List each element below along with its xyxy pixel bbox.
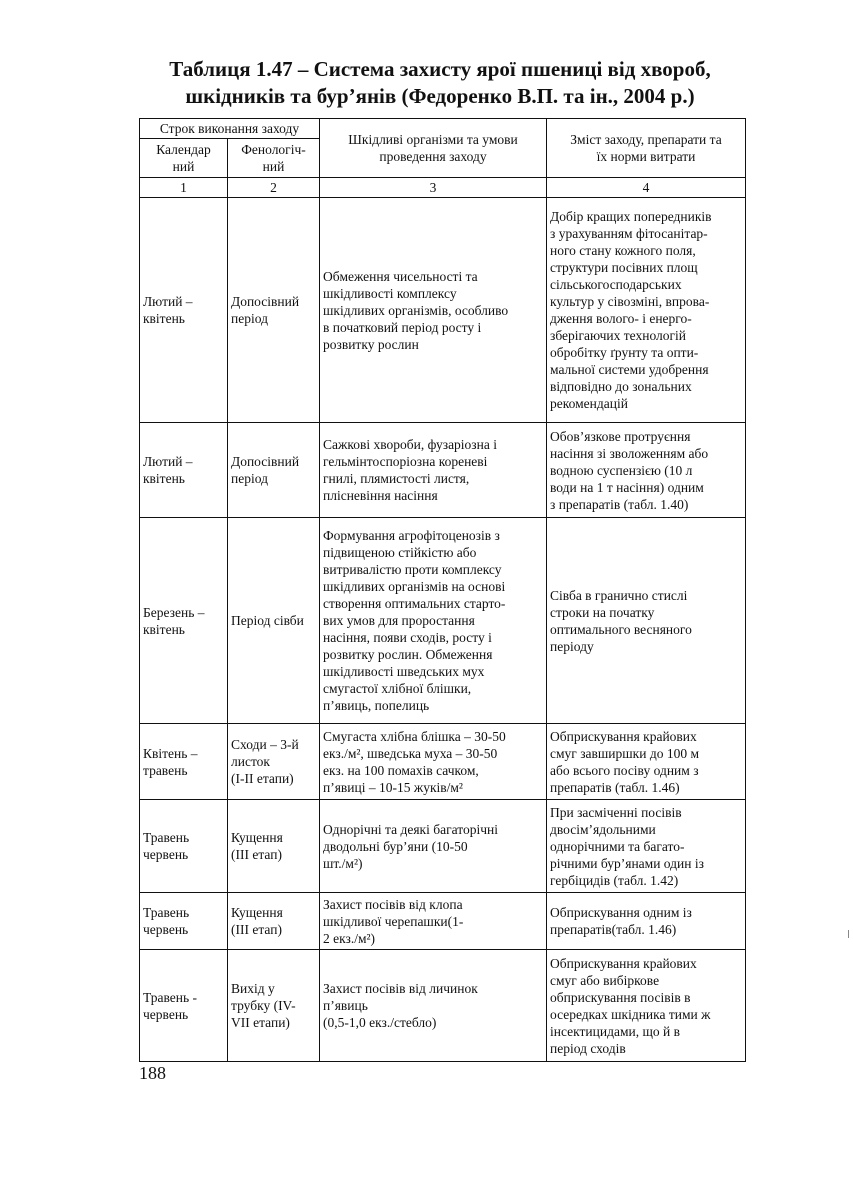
cell-organisms: Однорічні та деякі багаторічні дводольні бур’яни (10-50 шт./м²) (320, 800, 547, 893)
cell-calendar: Травень - червень (140, 950, 228, 1062)
cell-organisms: Захист посівів від клопа шкідливої черепашки(1- 2 екз./м²) (320, 893, 547, 950)
cell-measures: Обприскування крайових смуг або вибіркове обприскування посівів в осередках шкідника тими ж інсектицидами, що й в період сходів (547, 950, 746, 1062)
cell-phase: Кущення (III етап) (228, 800, 320, 893)
cell-organisms: Формування агрофітоценозів з підвищеною стійкістю або витривалістю проти комплексу шкідливих організмів на основі створення оптимальних старто- вих умов для проростання насіння, появи сходів, росту і розвитку рослин. Обмеження шкідливості шведських мух смугастої хлібної блішки, п’явиць, попелиць (320, 518, 547, 724)
scan-mark (848, 930, 849, 938)
header-row-1 (140, 119, 746, 139)
cell-phase: Допосівний період (228, 423, 320, 518)
page-number: 188 (139, 1063, 166, 1083)
cell-measures: Обприскування одним із препаратів(табл. 1.46) (547, 893, 746, 950)
header-phenological: Фенологіч- ний (228, 139, 320, 178)
cell-phase: Кущення (III етап) (228, 893, 320, 950)
table-row (140, 518, 746, 724)
cell-calendar: Березень – квітень (140, 518, 228, 724)
cell-calendar: Лютий – квітень (140, 423, 228, 518)
col-number-3: 3 (320, 178, 547, 198)
cell-measures: Обприскування крайових смуг завширшки до 100 м або всього посіву одним з препаратів (табл. 1.46) (547, 724, 746, 800)
header-numbers-row (140, 178, 746, 198)
cell-calendar: Лютий – квітень (140, 198, 228, 423)
cell-measures: Добір кращих попередників з урахуванням фітосанітар- ного стану кожного поля, структури посівних площ сільськогосподарських культур у сівозміні, впрова- дження волого- і енерго- зберігаючих технологій обробітку ґрунту та опти- мальної системи удобрення відповідно до зональних рекомендацій (547, 198, 746, 423)
cell-organisms: Смугаста хлібна блішка – 30-50 екз./м², шведська муха – 30-50 екз. на 100 помахів сачком, п’явиці – 10-15 жуків/м² (320, 724, 547, 800)
cell-calendar: Квітень – травень (140, 724, 228, 800)
table-row (140, 423, 746, 518)
table-title (120, 56, 760, 110)
table-row (140, 950, 746, 1062)
table-row (140, 724, 746, 800)
header-timing-group: Строк виконання заходу (140, 119, 320, 139)
table-row (140, 800, 746, 893)
table-title-line-1: Таблиця 1.47 – Система захисту ярої пшениці від хвороб, (169, 57, 711, 81)
cell-phase: Допосівний період (228, 198, 320, 423)
cell-organisms: Захист посівів від личинок п’явиць (0,5-1,0 екз./стебло) (320, 950, 547, 1062)
cell-phase: Період сівби (228, 518, 320, 724)
cell-phase: Вихід у трубку (IV- VII етапи) (228, 950, 320, 1062)
protection-system-table (139, 118, 746, 1062)
col-number-2: 2 (228, 178, 320, 198)
table-title-line-2: шкідників та бур’янів (Федоренко В.П. та ін., 2004 р.) (185, 84, 695, 108)
cell-calendar: Травень червень (140, 893, 228, 950)
cell-organisms: Сажкові хвороби, фузаріозна і гельмінтоспоріозна кореневі гнилі, плямистості листя, плісневіння насіння (320, 423, 547, 518)
table-row (140, 893, 746, 950)
cell-phase: Сходи – 3-й листок (I-II етапи) (228, 724, 320, 800)
cell-calendar: Травень червень (140, 800, 228, 893)
cell-measures: Сівба в гранично стислі строки на початку оптимального весняного періоду (547, 518, 746, 724)
cell-organisms: Обмеження чисельності та шкідливості комплексу шкідливих організмів, особливо в початковий період росту і розвитку рослин (320, 198, 547, 423)
col-number-4: 4 (547, 178, 746, 198)
header-measures: Зміст заходу, препарати та їх норми витрати (547, 119, 746, 178)
header-organisms: Шкідливі організми та умови проведення заходу (320, 119, 547, 178)
table-row (140, 198, 746, 423)
cell-measures: При засміченні посівів двосім’ядольними однорічними та багато- річними бур’янами один із гербіцидів (табл. 1.42) (547, 800, 746, 893)
cell-measures: Обов’язкове протруєння насіння зі зволоженням або водною суспензією (10 л води на 1 т насіння) одним з препаратів (табл. 1.40) (547, 423, 746, 518)
header-calendar: Календар ний (140, 139, 228, 178)
col-number-1: 1 (140, 178, 228, 198)
